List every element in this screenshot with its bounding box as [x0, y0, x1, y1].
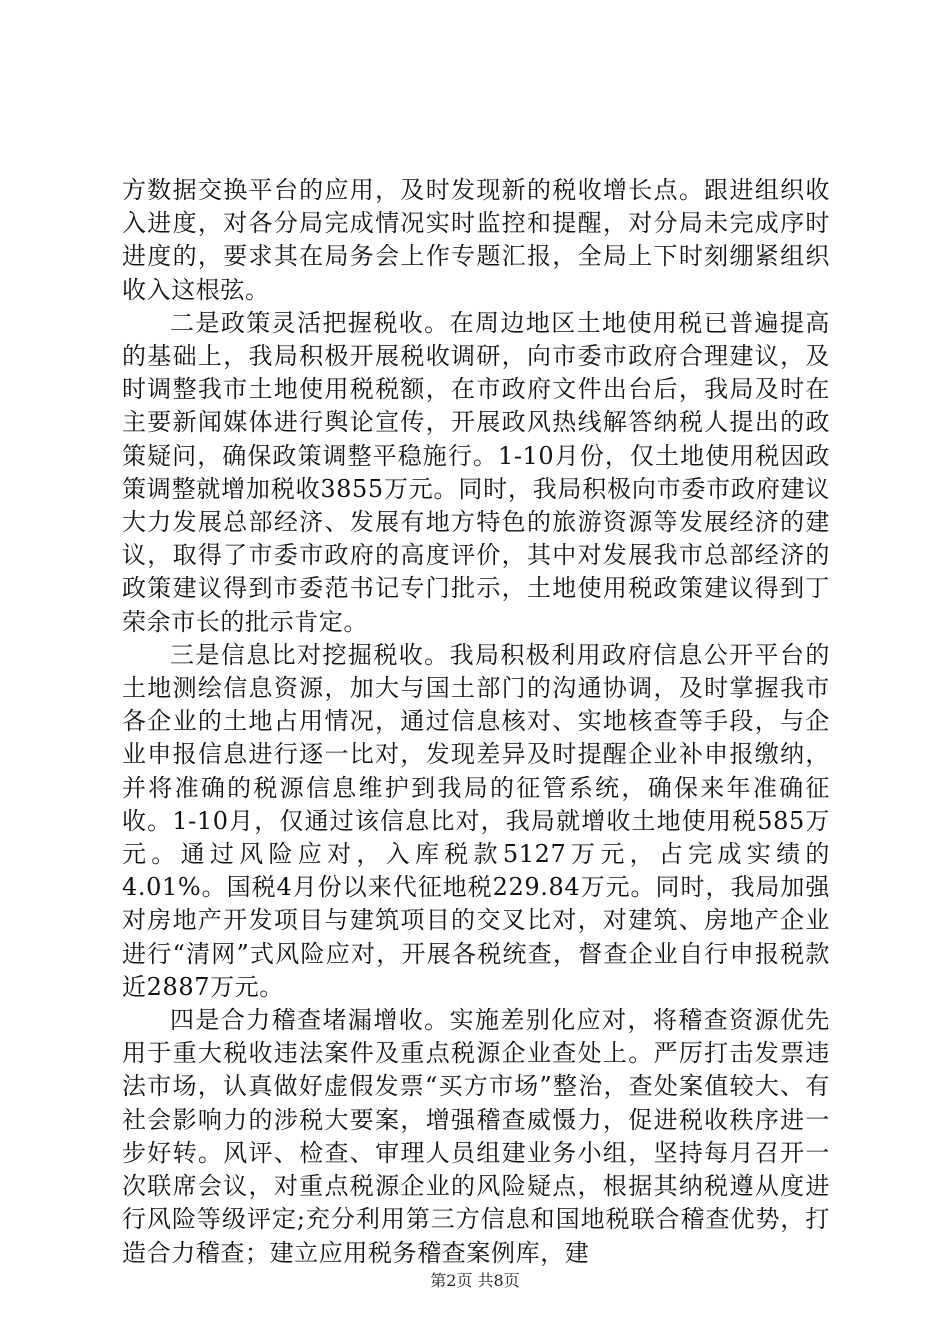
paragraph-policy-tax: 二是政策灵活把握税收。在周边地区土地使用税已普遍提高的基础上，我局积极开展税收调研，向市委市政府合理建议，及时调整我市土地使用税税额，在市政府文件出台后，我局及时在主要新闻媒体进行舆论宣传，开展政风热线解答纳税人提出的政策疑问，确保政策调整平稳施行。1-10月份，仅土地使用税因政策调整就增加税收3855万元。同时，我局积极向市委市政府建议大力发展总部经济、发展有地方特色的旅游资源等发展经济的建议，取得了市委市政府的高度评价，其中对发展我市总部经济的政策建议得到市委范书记专门批示，土地使用税政策建议得到丁荣余市长的批示肯定。 [122, 308, 830, 636]
page-number-label: 第2页 共8页 [430, 1271, 520, 1290]
paragraph-continuation: 方数据交换平台的应用，及时发现新的税收增长点。跟进组织收入进度，对各分局完成情况实时监控和提醒，对分局未完成序时进度的，要求其在局务会上作专题汇报，全局上下时刻绷紧组织收入这根弦。 [122, 176, 830, 304]
document-body [122, 174, 830, 1270]
paragraph-joint-inspection: 四是合力稽查堵漏增收。实施差别化应对，将稽查资源优先用于重大税收违法案件及重点税源企业查处上。严厉打击发票违法市场，认真做好虚假发票“买方市场”整治，查处案值较大、有社会影响力的涉税大要案，增强稽查威慑力，促进税收秩序进一步好转。风评、检查、审理人员组建业务小组，坚持每月召开一次联席会议，对重点税源企业的风险疑点，根据其纳税遵从度进行风险等级评定;充分利用第三方信息和国地税联合稽查优势，打造合力稽查；建立应用税务稽查案例库，建 [122, 1006, 830, 1267]
page-footer [0, 1271, 950, 1291]
paragraph-information-comparison: 三是信息比对挖掘税收。我局积极利用政府信息公开平台的土地测绘信息资源，加大与国土部门的沟通协调，及时掌握我市各企业的土地占用情况，通过信息核对、实地核查等手段，与企业申报信息进行逐一比对，发现差异及时提醒企业补申报缴纳，并将准确的税源信息维护到我局的征管系统，确保来年准确征收。1-10月，仅通过该信息比对，我局就增收土地使用税585万元。通过风险应对，入库税款5127万元，占完成实绩的4.01%。国税4月份以来代征地税229.84万元。同时，我局加强对房地产开发项目与建筑项目的交叉比对，对建筑、房地产企业进行“清网”式风险应对，开展各税统查，督查企业自行申报税款近2887万元。 [122, 640, 830, 1001]
